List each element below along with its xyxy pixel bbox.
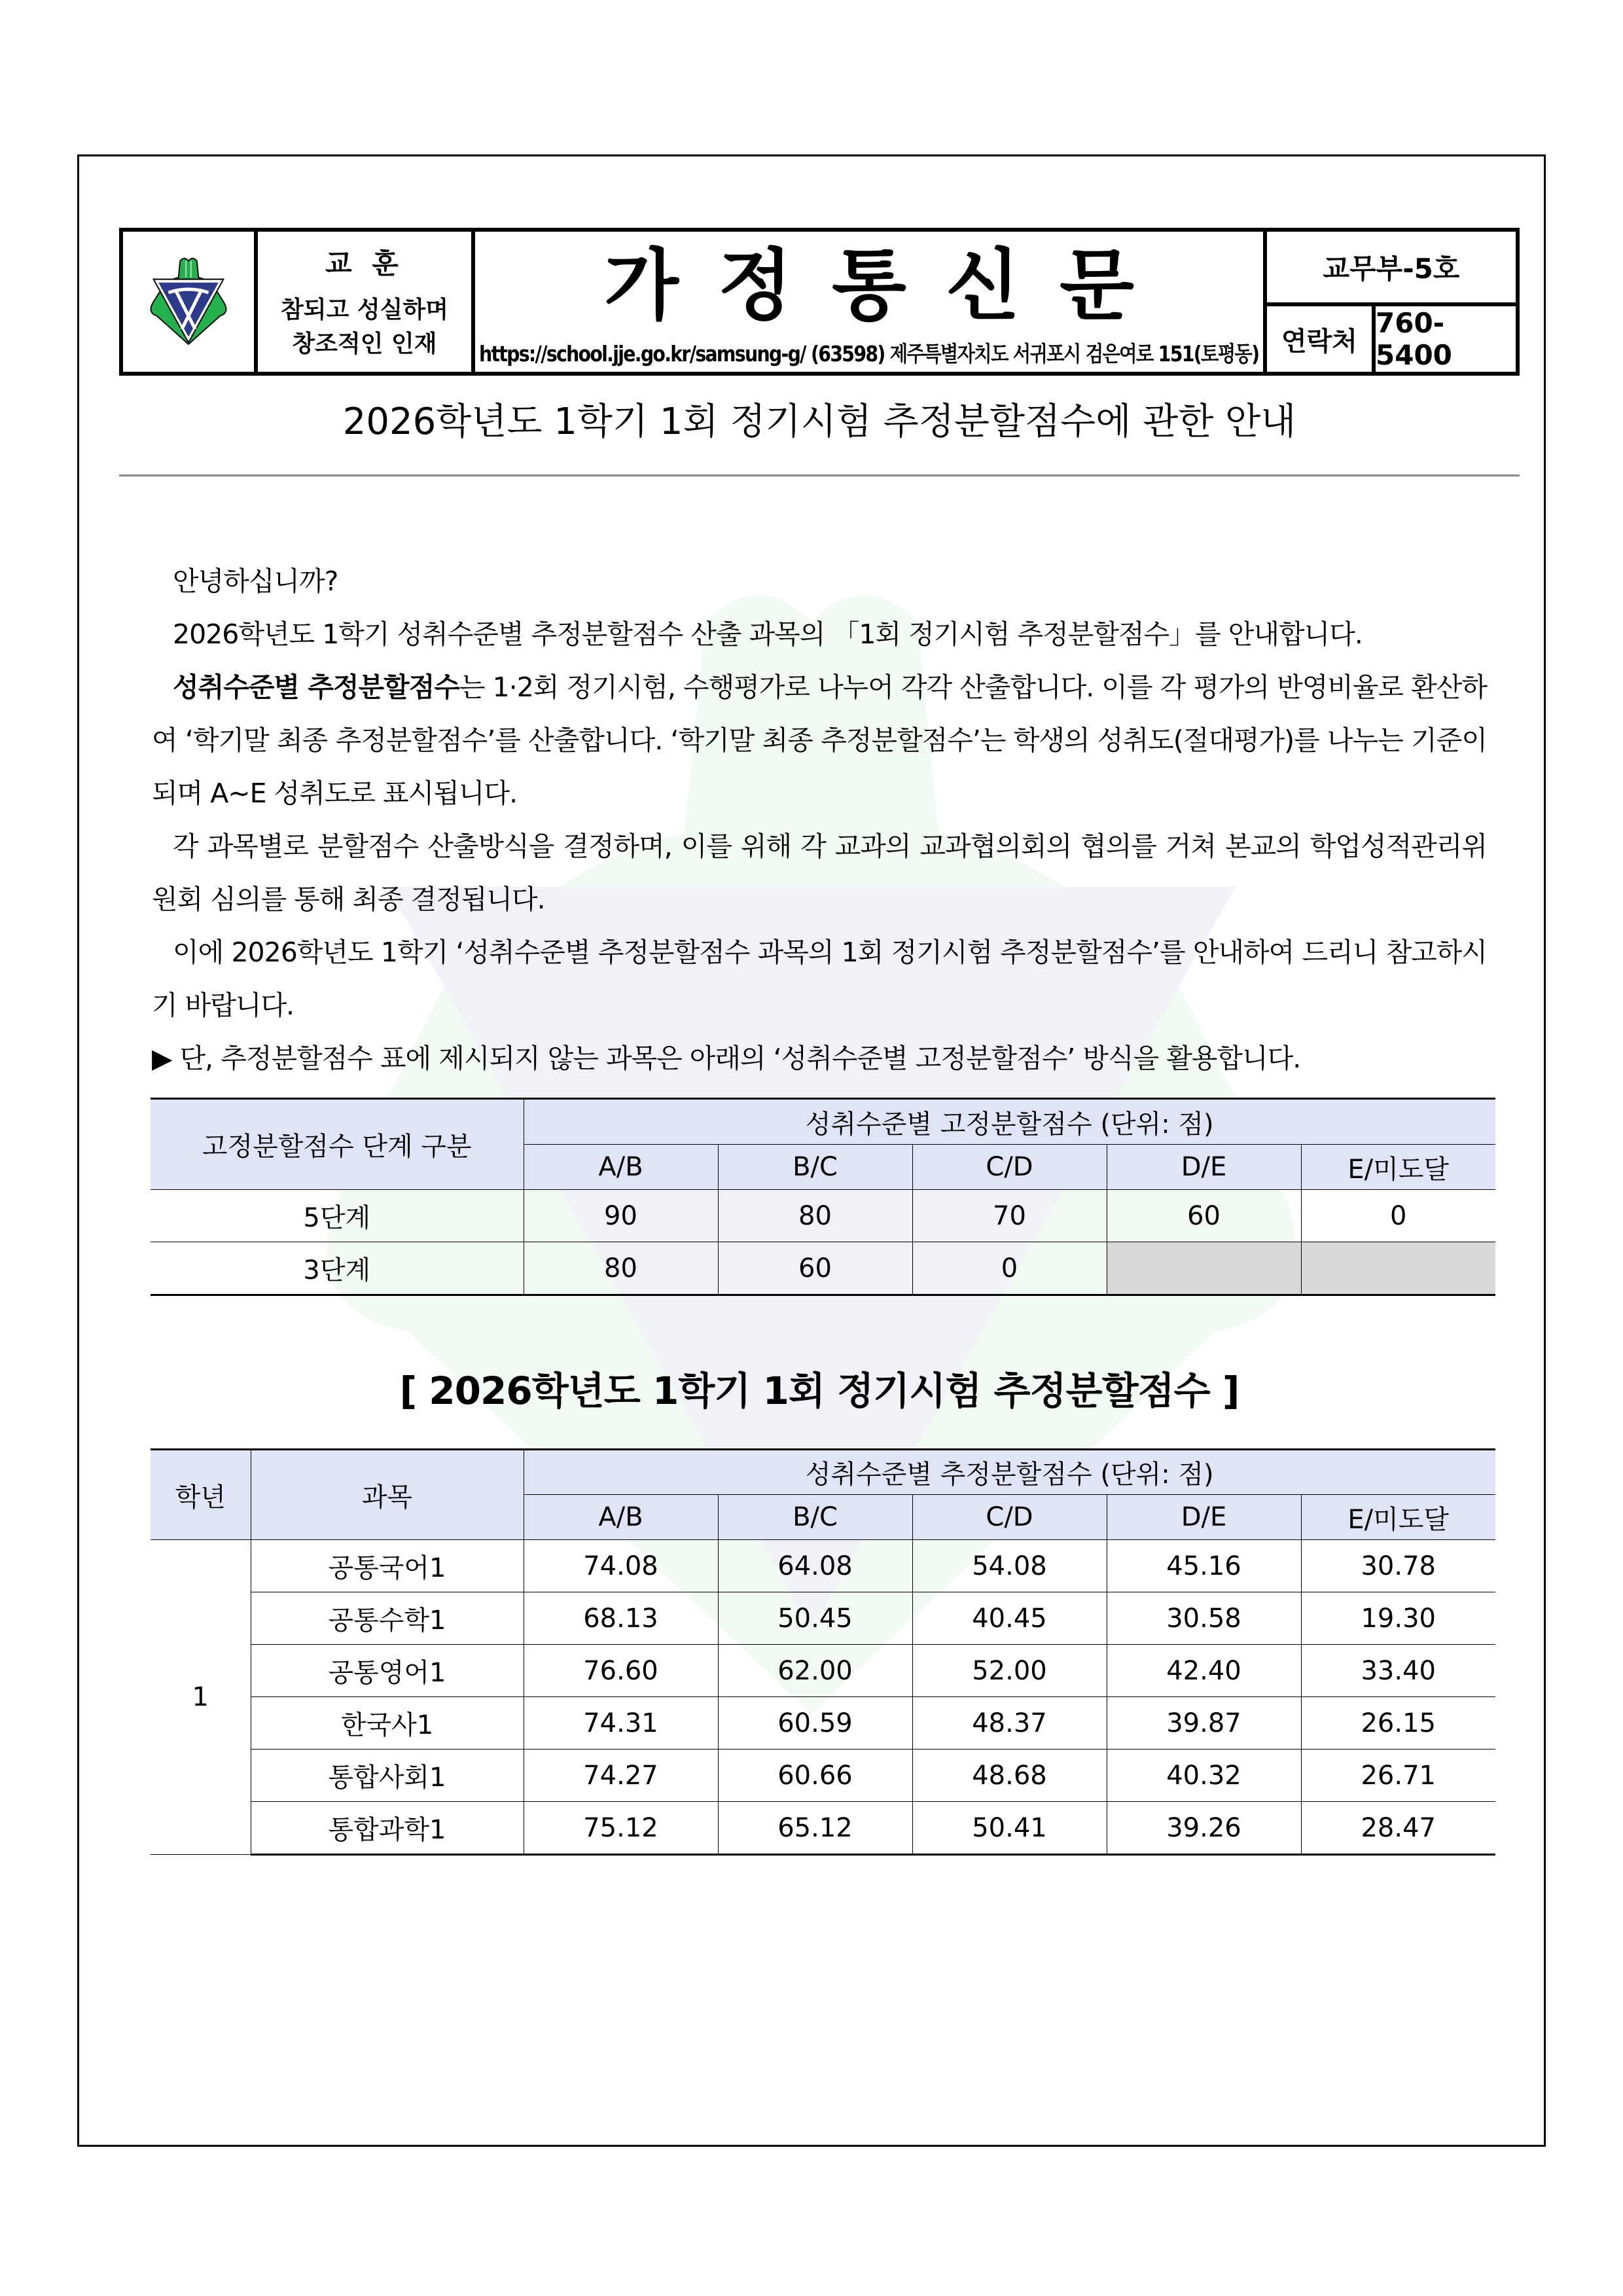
cell: 76.60 xyxy=(524,1645,718,1697)
cell: 52.00 xyxy=(912,1645,1107,1697)
cell: 60.59 xyxy=(718,1697,912,1749)
cell: 45.16 xyxy=(1107,1540,1301,1592)
grade-cell: 1 xyxy=(151,1540,251,1855)
column-header: B/C xyxy=(718,1145,912,1190)
subject-cell: 공통국어1 xyxy=(251,1540,524,1592)
logo-cell xyxy=(123,232,258,372)
note xyxy=(152,1032,1487,1085)
cell: 40.45 xyxy=(912,1592,1107,1645)
divider xyxy=(119,475,1520,476)
column-header: C/D xyxy=(912,1145,1107,1190)
estimated-cutoff-table xyxy=(151,1448,1495,1856)
cell: 0 xyxy=(912,1242,1107,1295)
subject-header: 과목 xyxy=(251,1450,524,1540)
column-header: D/E xyxy=(1107,1495,1301,1540)
cell: 60 xyxy=(718,1242,912,1295)
cell: 40.32 xyxy=(1107,1749,1301,1802)
school-emblem-icon xyxy=(146,256,231,348)
cell: 90 xyxy=(524,1190,718,1242)
school-motto xyxy=(258,232,475,372)
grade-header: 학년 xyxy=(151,1450,251,1540)
contact-row xyxy=(1267,306,1516,372)
group-header: 성취수준별 추정분할점수 (단위: 점) xyxy=(524,1450,1495,1495)
cell: 30.58 xyxy=(1107,1592,1301,1645)
paragraph: 각 과목별로 분할점수 산출방식을 결정하며, 이를 위해 각 교과의 교과협의회의 협의를 거쳐 본교의 학업성적관리위원회 심의를 통해 최종 결정됩니다. xyxy=(152,831,1487,915)
table-row xyxy=(151,1697,1495,1749)
cell: 26.71 xyxy=(1301,1749,1495,1802)
section-title: [ 2026학년도 1학기 1회 정기시험 추정분할점수 ] xyxy=(399,1369,1240,1413)
contact-label: 연락처 xyxy=(1267,306,1376,372)
row-header: 고정분할점수 단계 구분 xyxy=(151,1099,524,1190)
cell: 80 xyxy=(524,1242,718,1295)
cell: 68.13 xyxy=(524,1592,718,1645)
cell: 30.78 xyxy=(1301,1540,1495,1592)
info-cell xyxy=(1267,232,1516,372)
table-row xyxy=(151,1749,1495,1802)
table-row xyxy=(151,1645,1495,1697)
contact-phone: 760-5400 xyxy=(1376,307,1452,371)
paragraph-text: 는 1·2회 정기시험, 수행평가로 나누어 각각 산출합니다. 이를 각 평가의 반영비율로 환산하여 ‘학기말 최종 추정분할점수’를 산출합니다. ‘학기말 최종 추정분할점수’는 학생의 성취도(절대평가)를 나누는 기준이 되며 A~E 성취도로 표시됩니다. xyxy=(152,672,1487,809)
subject-cell: 통합사회1 xyxy=(251,1749,524,1802)
column-header: D/E xyxy=(1107,1145,1301,1190)
row-label: 3단계 xyxy=(151,1242,524,1295)
title-cell xyxy=(475,232,1267,372)
column-header: A/B xyxy=(524,1145,718,1190)
group-header: 성취수준별 고정분할점수 (단위: 점) xyxy=(524,1099,1495,1145)
table-row xyxy=(151,1540,1495,1592)
column-header: E/미도달 xyxy=(1301,1495,1495,1540)
cell: 74.31 xyxy=(524,1697,718,1749)
table-row xyxy=(151,1242,1495,1295)
cell: 26.15 xyxy=(1301,1697,1495,1749)
cell: 33.40 xyxy=(1301,1645,1495,1697)
emphasis-term: 성취수준별 추정분할점수 xyxy=(173,672,459,703)
cell: 62.00 xyxy=(718,1645,912,1697)
triangle-right-icon: ▶ xyxy=(152,1043,172,1074)
letterhead xyxy=(119,228,1520,376)
subject-cell: 한국사1 xyxy=(251,1697,524,1749)
cell: 50.41 xyxy=(912,1802,1107,1855)
cell: 70 xyxy=(912,1190,1107,1242)
cell: 48.37 xyxy=(912,1697,1107,1749)
note-text: 단, 추정분할점수 표에 제시되지 않는 과목은 아래의 ‘성취수준별 고정분할점수’ 방식을 활용합니다. xyxy=(179,1043,1301,1074)
column-header: B/C xyxy=(718,1495,912,1540)
issue-number: 교무부-5호 xyxy=(1267,232,1516,306)
table-row xyxy=(151,1592,1495,1645)
notice-subject: 2026학년도 1학기 1회 정기시험 추정분할점수에 관한 안내 xyxy=(342,401,1296,443)
cell: 42.40 xyxy=(1107,1645,1301,1697)
cell: 50.45 xyxy=(718,1592,912,1645)
fixed-cutoff-table xyxy=(151,1098,1495,1296)
cell: 65.12 xyxy=(718,1802,912,1855)
subject-cell: 공통수학1 xyxy=(251,1592,524,1645)
school-address: https://school.jje.go.kr/samsung-g/ (63598) 제주특별자치도 서귀포시 검은여로 151(토평동) xyxy=(479,340,1259,367)
motto-title: 교 훈 xyxy=(325,247,404,279)
cell: 74.27 xyxy=(524,1749,718,1802)
cell: 64.08 xyxy=(718,1540,912,1592)
cell: 39.26 xyxy=(1107,1802,1301,1855)
subject-cell: 공통영어1 xyxy=(251,1645,524,1697)
cell: 75.12 xyxy=(524,1802,718,1855)
cell: 74.08 xyxy=(524,1540,718,1592)
cell: 60.66 xyxy=(718,1749,912,1802)
row-label: 5단계 xyxy=(151,1190,524,1242)
cell: 39.87 xyxy=(1107,1697,1301,1749)
cell: 0 xyxy=(1301,1190,1495,1242)
greeting: 안녕하십니까? xyxy=(173,565,338,597)
paragraph: 이에 2026학년도 1학기 ‘성취수준별 추정분할점수 과목의 1회 정기시험 추정분할점수’를 안내하여 드리니 참고하시기 바랍니다. xyxy=(152,937,1487,1021)
paragraph xyxy=(152,661,1487,820)
column-header: A/B xyxy=(524,1495,718,1540)
cell: 80 xyxy=(718,1190,912,1242)
cell: 60 xyxy=(1107,1190,1301,1242)
empty-cell xyxy=(1107,1242,1301,1295)
cell: 28.47 xyxy=(1301,1802,1495,1855)
table-row xyxy=(151,1190,1495,1242)
paragraph: 2026학년도 1학기 성취수준별 추정분할점수 산출 과목의 「1회 정기시험 추정분할점수」를 안내합니다. xyxy=(173,619,1363,650)
cell: 19.30 xyxy=(1301,1592,1495,1645)
empty-cell xyxy=(1301,1242,1495,1295)
cell: 48.68 xyxy=(912,1749,1107,1802)
subject-cell: 통합과학1 xyxy=(251,1802,524,1855)
notice-body xyxy=(152,555,1487,1085)
cell: 54.08 xyxy=(912,1540,1107,1592)
table-row xyxy=(151,1802,1495,1855)
document-title: 가정통신문 xyxy=(604,240,1173,331)
column-header: C/D xyxy=(912,1495,1107,1540)
motto-line: 참되고 성실하며 xyxy=(281,296,448,323)
column-header: E/미도달 xyxy=(1301,1145,1495,1190)
motto-line: 창조적인 인재 xyxy=(292,331,437,357)
